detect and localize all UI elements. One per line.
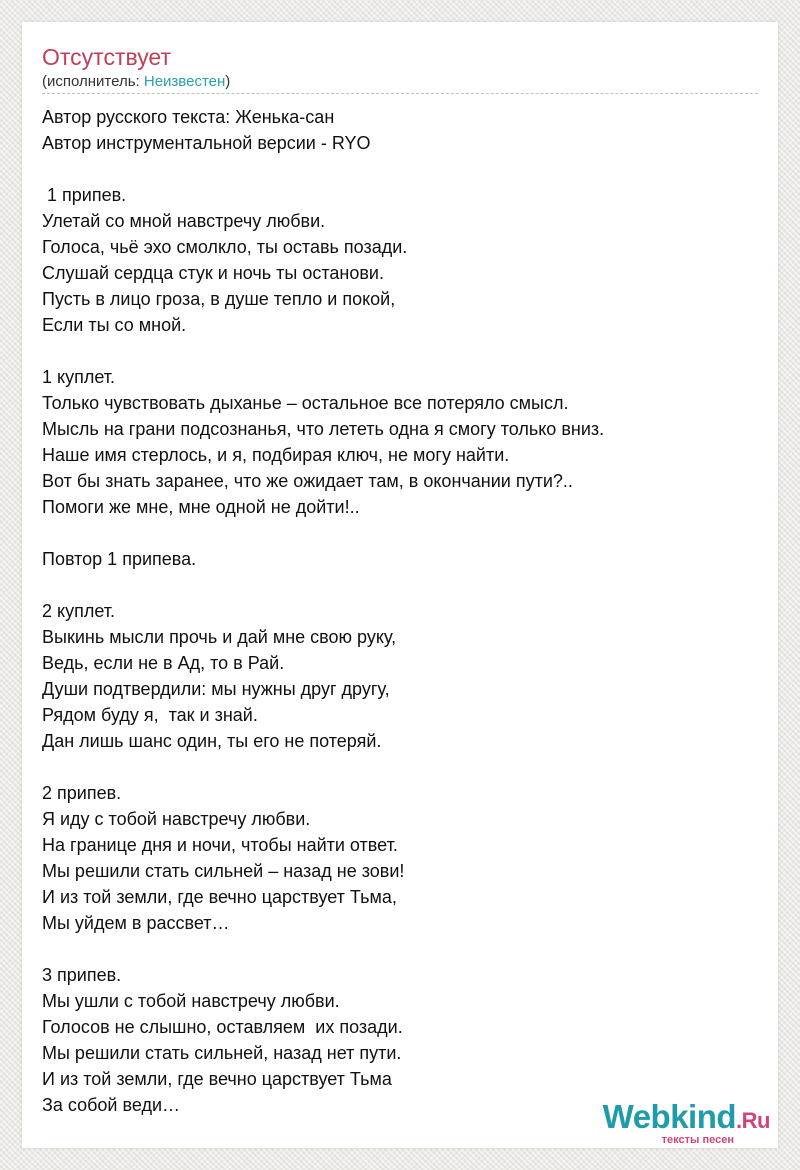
lyric-line: Если ты со мной. (42, 315, 187, 335)
logo-name: Webkind (602, 1098, 737, 1135)
lyric-line: Только чувствовать дыханье – остальное все потеряло смысл. (42, 393, 569, 413)
lyric-line: Выкинь мысли прочь и дай мне свою руку, (42, 627, 397, 647)
logo-wordmark (603, 1099, 770, 1139)
song-title: Отсутствует (42, 44, 171, 70)
lyric-line: И из той земли, где вечно царствует Тьма, (42, 887, 397, 907)
webkind-logo[interactable] (570, 1099, 770, 1145)
lyric-line: Мысль на грани подсознанья, что лететь одна я смогу только вниз. (42, 419, 605, 439)
logo-tagline: тексты песен (661, 1134, 734, 1146)
artist-suffix: ) (225, 73, 231, 90)
lyrics-card (22, 22, 778, 1148)
lyric-line: 1 куплет. (42, 367, 116, 387)
lyric-line: Помоги же мне, мне одной не дойти!.. (42, 497, 360, 517)
artist-prefix: (исполнитель: (42, 73, 144, 90)
blank-line (42, 754, 758, 780)
blank-line (42, 520, 758, 546)
lyric-line: Мы решили стать сильней – назад не зови! (42, 861, 405, 881)
lyric-line: На границе дня и ночи, чтобы найти ответ. (42, 835, 398, 855)
lyric-line: Улетай со мной навстречу любви. (42, 211, 326, 231)
lyric-line: Мы уйдем в рассвет… (42, 913, 230, 933)
lyric-line: 2 припев. (42, 783, 122, 803)
lyric-line: И из той земли, где вечно царствует Тьма (42, 1069, 392, 1089)
lyric-line: Автор инструментальной версии - RYO (42, 133, 371, 153)
lyric-line: Вот бы знать заранее, что же ожидает там, в окончании пути?.. (42, 471, 573, 491)
logo-suffix: .Ru (736, 1108, 770, 1133)
artist-link[interactable]: Неизвестен (143, 73, 226, 90)
lyric-line: Повтор 1 припева. (42, 549, 197, 569)
lyric-line: Души подтвердили: мы нужны друг другу, (42, 679, 390, 699)
lyric-line: Голоса, чьё эхо смолкло, ты оставь позади. (42, 237, 408, 257)
blank-line (42, 936, 758, 962)
lyric-line: Я иду с тобой навстречу любви. (42, 809, 311, 829)
lyric-line: Пусть в лицо гроза, в душе тепло и покой, (42, 289, 396, 309)
title-divider (42, 93, 758, 94)
lyric-line: Мы решили стать сильней, назад нет пути. (42, 1043, 402, 1063)
lyric-line: Слушай сердца стук и ночь ты останови. (42, 263, 384, 283)
blank-line (42, 156, 758, 182)
lyric-line: Рядом буду я, так и знай. (42, 705, 258, 725)
blank-line (42, 572, 758, 598)
lyric-line: Мы ушли с тобой навстречу любви. (42, 991, 340, 1011)
lyric-line: 1 припев. (42, 185, 127, 205)
lyric-line: За собой веди… (42, 1095, 181, 1115)
lyric-line: Дан лишь шанс один, ты его не потеряй. (42, 731, 382, 751)
lyric-line: Голосов не слышно, оставляем их позади. (42, 1017, 403, 1037)
blank-line (42, 338, 758, 364)
lyric-line: Наше имя стерлось, и я, подбирая ключ, не могу найти. (42, 445, 510, 465)
lyrics-text (42, 104, 758, 1118)
lyric-line: Ведь, если не в Ад, то в Рай. (42, 653, 285, 673)
lyric-line: Автор русского текста: Женька-сан (42, 107, 335, 127)
lyric-line: 2 куплет. (42, 601, 116, 621)
lyric-line: 3 припев. (42, 965, 122, 985)
artist-line (42, 73, 230, 91)
